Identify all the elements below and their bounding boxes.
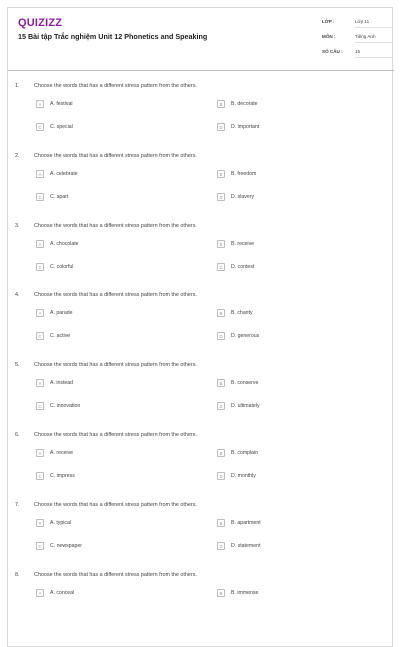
option-letter-box[interactable]: B bbox=[217, 519, 225, 527]
question-number: 5. bbox=[15, 362, 20, 369]
option-text: A. instead bbox=[50, 380, 74, 387]
option-text: B. apartment bbox=[231, 519, 261, 526]
option-letter-box[interactable]: B bbox=[217, 309, 225, 317]
quizizz-logo: QUIZIZZ bbox=[18, 17, 63, 29]
option-letter-box[interactable]: A bbox=[36, 309, 44, 317]
meta-class bbox=[322, 17, 392, 31]
option-letter-box[interactable]: C bbox=[36, 263, 44, 271]
option-letter-box[interactable]: B bbox=[217, 170, 225, 178]
option-text: B. conserve bbox=[231, 380, 259, 387]
option-text: D. ultimately bbox=[231, 403, 260, 410]
option-text: C. special bbox=[50, 124, 73, 130]
meta-class-value: Lớp 11 bbox=[355, 19, 392, 28]
option-letter-box[interactable]: A bbox=[36, 100, 44, 108]
option-letter-box[interactable]: D bbox=[217, 263, 225, 271]
option-letter-box[interactable]: C bbox=[36, 193, 44, 201]
option-text: A. festival bbox=[50, 101, 73, 107]
question-number: 6. bbox=[15, 432, 20, 438]
option-letter-box[interactable]: C bbox=[36, 542, 44, 550]
option-letter-box[interactable]: A bbox=[36, 519, 44, 527]
question-text: Choose the words that has a different stress pattern from the others. bbox=[34, 83, 197, 89]
question-text: Choose the words that has a different stress pattern from the others. bbox=[34, 432, 197, 438]
option-text: B. complain bbox=[231, 450, 259, 456]
question-text: Choose the words that has a different stress pattern from the others. bbox=[34, 571, 197, 578]
option-text: C. newspaper bbox=[50, 542, 83, 549]
option-letter-box[interactable]: D bbox=[217, 123, 225, 131]
question-number: 4. bbox=[15, 292, 20, 299]
meta-count-value: 15 bbox=[355, 49, 392, 58]
option-text: B. decorate bbox=[231, 101, 258, 107]
option-text: A. receive bbox=[50, 450, 74, 456]
option-letter-box[interactable]: C bbox=[36, 472, 44, 480]
worksheet-header bbox=[8, 8, 394, 71]
meta-class-label: LỚP : bbox=[322, 19, 335, 24]
option-letter-box[interactable]: A bbox=[36, 589, 44, 597]
option-text: A. typical bbox=[50, 519, 72, 526]
option-text: B. charity bbox=[231, 310, 253, 317]
option-letter-box[interactable]: A bbox=[36, 379, 44, 387]
option-letter-box[interactable]: B bbox=[217, 449, 225, 457]
option-text: C. colorful bbox=[50, 263, 74, 270]
option-text: C. apart bbox=[50, 193, 69, 200]
question-text: Choose the words that has a different stress pattern from the others. bbox=[34, 362, 197, 369]
worksheet-title: 15 Bài tập Trắc nghiệm Unit 12 Phonetics and Speaking bbox=[18, 32, 208, 41]
option-letter-box[interactable]: D bbox=[217, 402, 225, 410]
option-letter-box[interactable]: B bbox=[217, 240, 225, 248]
question-text: Choose the words that has a different stress pattern from the others. bbox=[34, 222, 197, 229]
meta-subject-label: MÔN : bbox=[322, 34, 336, 39]
option-letter-box[interactable]: D bbox=[217, 472, 225, 480]
option-text: D. generous bbox=[231, 333, 260, 340]
option-text: A. parade bbox=[50, 310, 73, 317]
option-letter-box[interactable]: A bbox=[36, 170, 44, 178]
question-number: 3. bbox=[15, 222, 20, 229]
option-text: D. slavery bbox=[231, 193, 255, 200]
option-text: D. statement bbox=[231, 542, 261, 549]
option-letter-box[interactable]: D bbox=[217, 332, 225, 340]
meta-count bbox=[322, 47, 392, 61]
option-text: B. immense bbox=[231, 589, 259, 596]
option-letter-box[interactable]: C bbox=[36, 402, 44, 410]
question-number: 7. bbox=[15, 501, 20, 508]
option-letter-box[interactable]: B bbox=[217, 100, 225, 108]
option-text: C. impress bbox=[50, 473, 75, 479]
option-text: A. chocolate bbox=[50, 240, 79, 247]
option-letter-box[interactable]: D bbox=[217, 542, 225, 550]
option-letter-box[interactable]: B bbox=[217, 379, 225, 387]
option-text: B. freedom bbox=[231, 170, 257, 177]
option-letter-box[interactable]: A bbox=[36, 240, 44, 248]
question-text: Choose the words that has a different stress pattern from the others. bbox=[34, 501, 197, 508]
question-number: 8. bbox=[15, 571, 20, 578]
option-text: D. important bbox=[231, 124, 260, 130]
option-text: C. innovation bbox=[50, 403, 81, 410]
option-letter-box[interactable]: D bbox=[217, 193, 225, 201]
meta-subject-value: Tiếng Anh bbox=[355, 34, 392, 43]
option-text: D. monthly bbox=[231, 473, 256, 479]
question-number: 2. bbox=[15, 152, 20, 159]
option-text: D. contest bbox=[231, 263, 255, 270]
option-letter-box[interactable]: C bbox=[36, 332, 44, 340]
worksheet-page bbox=[7, 7, 393, 647]
question-number: 1. bbox=[15, 83, 20, 89]
option-letter-box[interactable]: B bbox=[217, 589, 225, 597]
question-text: Choose the words that has a different stress pattern from the others. bbox=[34, 292, 197, 299]
option-text: A. conceal bbox=[50, 589, 75, 596]
option-letter-box[interactable]: C bbox=[36, 123, 44, 131]
option-text: A. celebrate bbox=[50, 170, 78, 177]
option-text: B. receive bbox=[231, 240, 255, 247]
meta-subject bbox=[322, 32, 392, 46]
question-text: Choose the words that has a different stress pattern from the others. bbox=[34, 152, 197, 159]
option-letter-box[interactable]: A bbox=[36, 449, 44, 457]
meta-count-label: SỐ CÂU : bbox=[322, 49, 343, 54]
option-text: C. active bbox=[50, 333, 71, 340]
